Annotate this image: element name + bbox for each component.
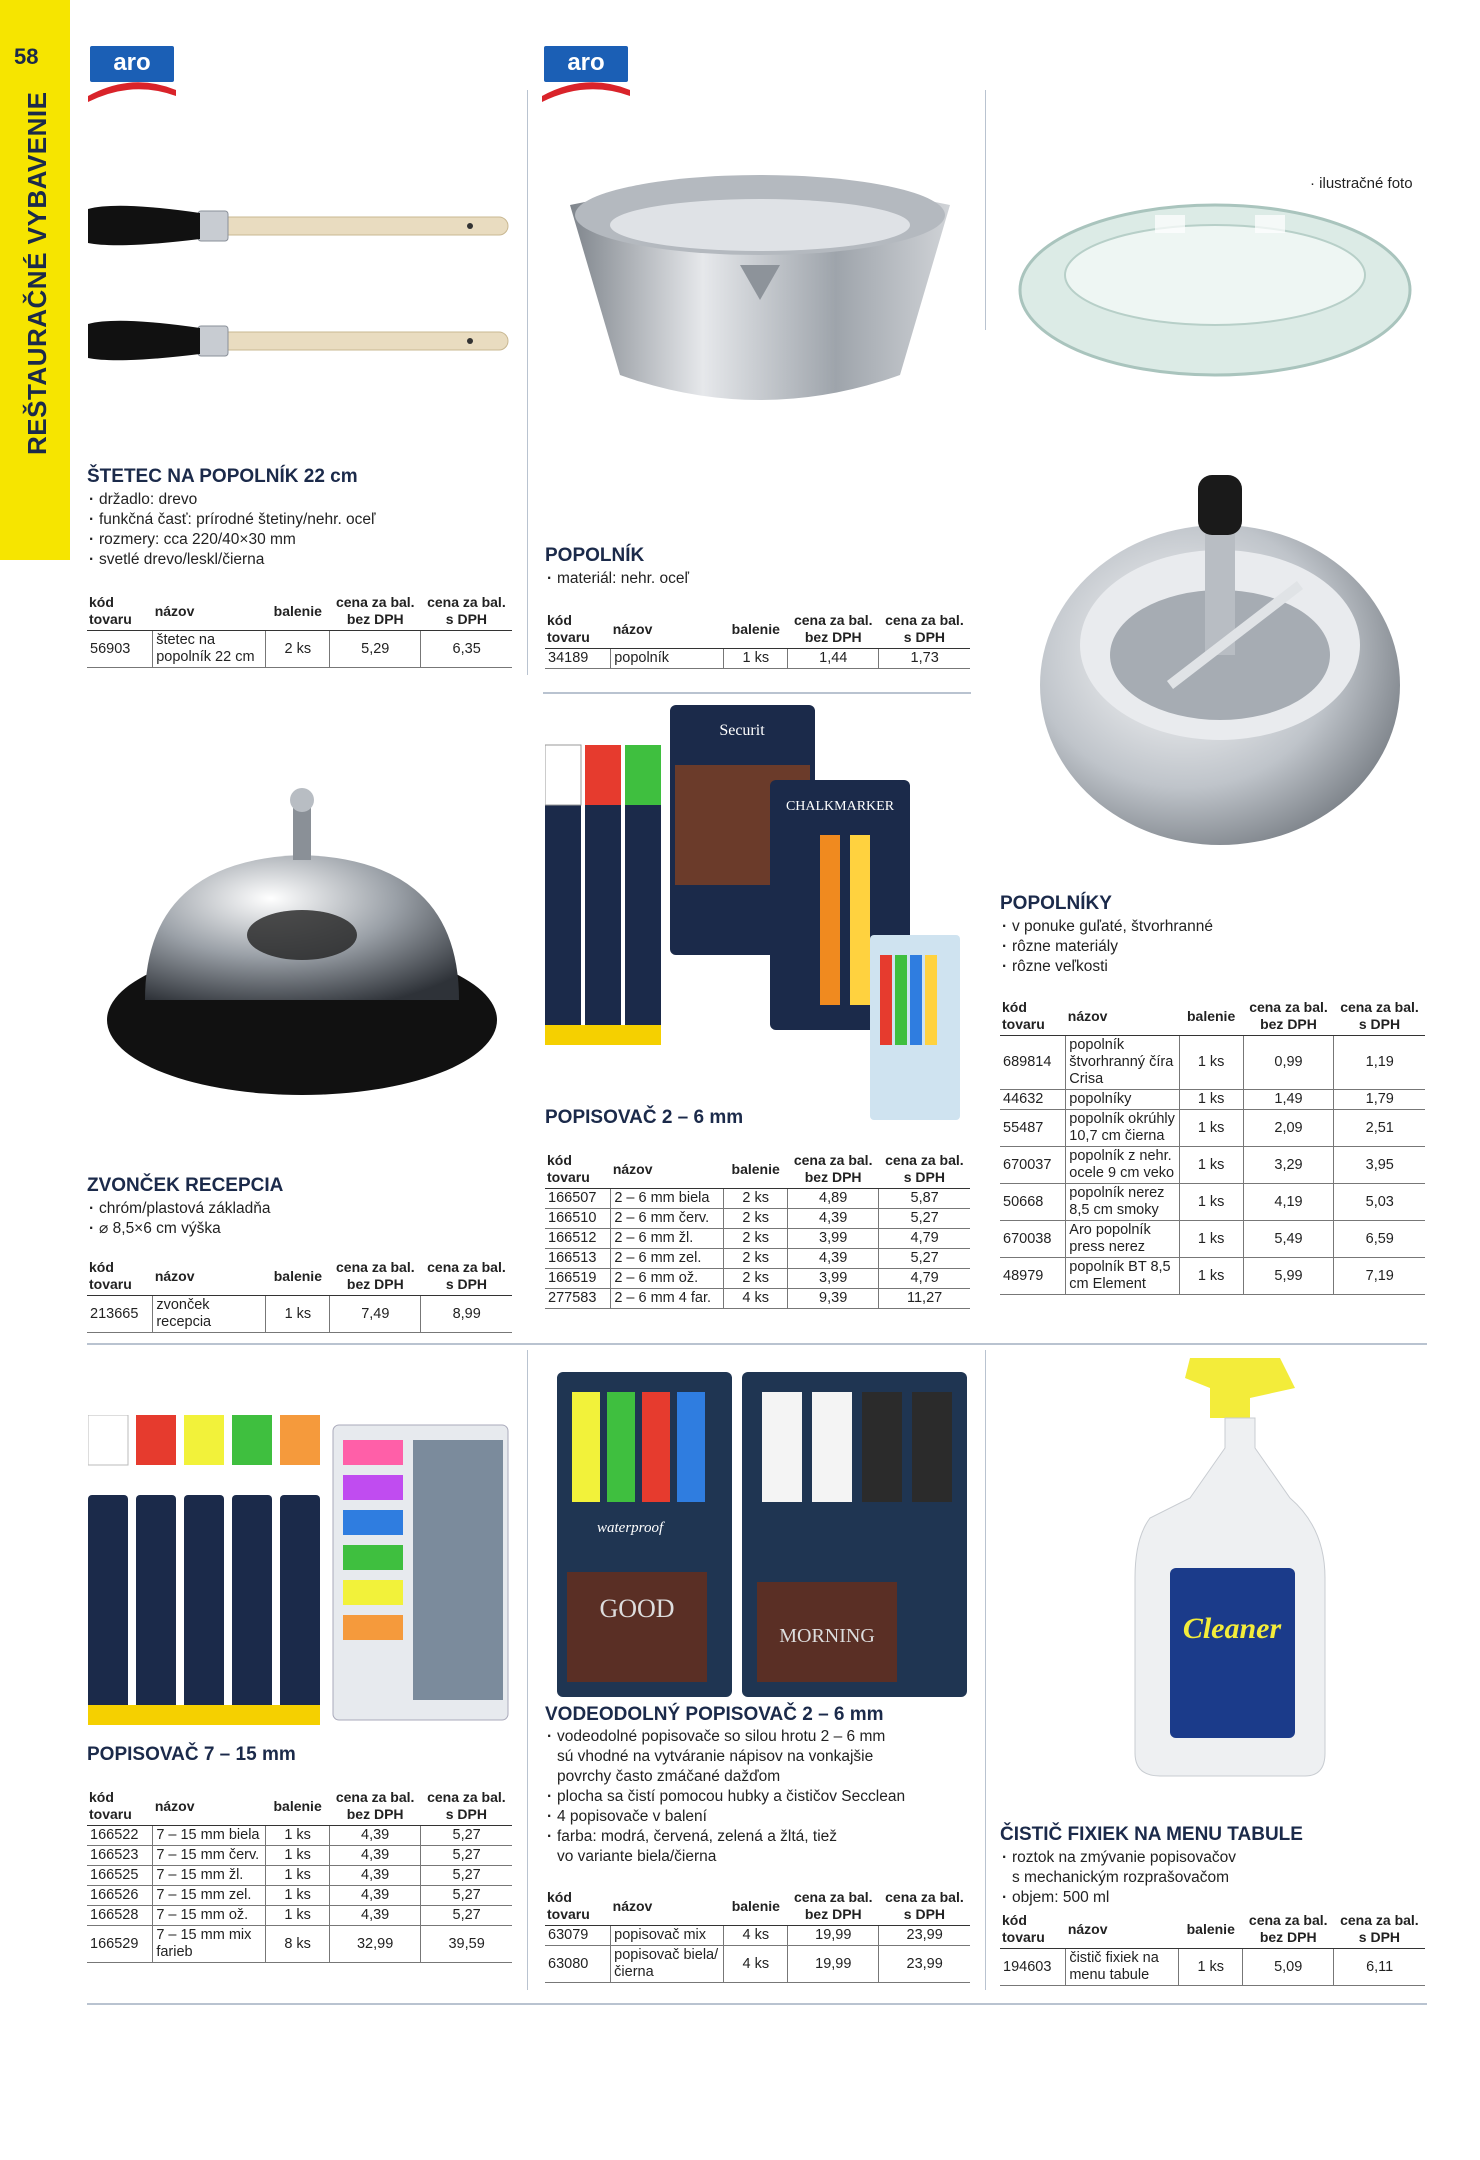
cell-code: 166525	[87, 1866, 153, 1886]
page-number: 58	[14, 44, 39, 69]
header-pack: balenie	[266, 592, 330, 631]
cell-price-net: 7,49	[330, 1296, 421, 1333]
product-title: POPISOVAČ 2 – 6 mm	[545, 1107, 744, 1128]
cell-name: popolníky	[1066, 1090, 1179, 1110]
cell-price-gross: 7,19	[1334, 1258, 1425, 1295]
header-code: kód tovaru	[545, 610, 611, 649]
cell-code: 670038	[1000, 1221, 1066, 1258]
cell-price-net: 19,99	[788, 1946, 879, 1983]
column-divider	[527, 1350, 528, 1990]
feature-item: · roztok na zmývanie popisovačov	[1000, 1848, 1236, 1868]
header-pack: balenie	[266, 1257, 330, 1296]
header-name: názov	[1066, 997, 1179, 1036]
table-row	[1000, 1090, 1425, 1110]
cell-price-net: 5,09	[1243, 1949, 1334, 1986]
product-title: POPOLNÍK	[545, 545, 645, 566]
header-code: kód tovaru	[87, 592, 153, 631]
feature-list	[1000, 917, 1213, 977]
feature-item: · v ponuke guľaté, štvorhranné	[1000, 917, 1213, 937]
cell-price-gross: 4,79	[879, 1229, 970, 1249]
cell-price-net: 3,99	[788, 1229, 879, 1249]
table-row	[545, 1209, 970, 1229]
table-row	[1000, 1147, 1425, 1184]
cell-price-net: 5,29	[330, 631, 421, 668]
price-table	[545, 1887, 970, 1983]
brush-image	[88, 195, 518, 385]
cell-price-net: 0,99	[1243, 1036, 1334, 1090]
cell-code: 277583	[545, 1289, 611, 1309]
cell-name: 7 – 15 mm žl.	[153, 1866, 266, 1886]
cell-pack: 1 ks	[1179, 1110, 1243, 1147]
table-row	[87, 631, 512, 668]
table-row	[545, 1946, 970, 1983]
cell-name: čistič fixiek na menu tabule	[1066, 1949, 1179, 1986]
table-row	[87, 1826, 512, 1846]
cell-name: popolník	[611, 649, 724, 669]
header-code: kód tovaru	[1000, 997, 1066, 1036]
header-price-gross: cena za bal. s DPH	[879, 1887, 970, 1926]
price-table	[87, 1787, 512, 1963]
cell-price-gross: 5,87	[879, 1189, 970, 1209]
header-price-gross: cena za bal. s DPH	[879, 610, 970, 649]
cell-code: 166529	[87, 1926, 153, 1963]
cell-price-gross: 1,73	[879, 649, 970, 669]
cell-name: 7 – 15 mm biela	[153, 1826, 266, 1846]
table-row	[1000, 1110, 1425, 1147]
feature-item: · svetlé drevo/leskl/čierna	[87, 550, 376, 570]
cell-code: 44632	[1000, 1090, 1066, 1110]
feature-item: · 4 popisovače v balení	[545, 1807, 905, 1827]
cell-price-net: 19,99	[788, 1926, 879, 1946]
table-row	[87, 1296, 512, 1333]
header-code: kód tovaru	[87, 1257, 153, 1296]
cell-price-gross: 5,27	[421, 1886, 512, 1906]
illustration-note: · ilustračné foto	[1310, 175, 1413, 192]
cell-price-gross: 39,59	[421, 1926, 512, 1963]
header-name: názov	[611, 610, 724, 649]
cell-code: 166507	[545, 1189, 611, 1209]
header-pack: balenie	[1179, 1910, 1243, 1949]
cell-code: 166526	[87, 1886, 153, 1906]
cell-name: 7 – 15 mm ož.	[153, 1906, 266, 1926]
cell-price-gross: 11,27	[879, 1289, 970, 1309]
feature-item: · chróm/plastová základňa	[87, 1199, 270, 1219]
header-pack: balenie	[266, 1787, 330, 1826]
cell-price-net: 1,49	[1243, 1090, 1334, 1110]
row-divider	[87, 1343, 1427, 1345]
cell-pack: 2 ks	[724, 1189, 788, 1209]
header-code: kód tovaru	[87, 1787, 153, 1826]
product-title: ZVONČEK RECEPCIA	[87, 1175, 284, 1196]
cell-name: popolník štvorhranný číra Crisa	[1066, 1036, 1179, 1090]
cell-price-net: 4,39	[788, 1209, 879, 1229]
good-label: GOOD	[599, 1594, 675, 1623]
cell-code: 194603	[1000, 1949, 1066, 1986]
header-price-net: cena za bal. bez DPH	[330, 1787, 421, 1826]
aro-logo-2	[540, 46, 630, 104]
cell-price-net: 4,39	[330, 1826, 421, 1846]
price-table	[1000, 1910, 1425, 1986]
feature-list	[545, 569, 689, 589]
feature-list	[545, 1727, 905, 1867]
aro-logo-text-2: aro	[544, 46, 628, 82]
cell-price-gross: 6,59	[1334, 1221, 1425, 1258]
cell-name: 2 – 6 mm biela	[611, 1189, 724, 1209]
cell-pack: 1 ks	[1179, 1036, 1243, 1090]
product-title: ČISTIČ FIXIEK NA MENU TABULE	[1000, 1824, 1303, 1845]
table-row	[1000, 1258, 1425, 1295]
cell-code: 166522	[87, 1826, 153, 1846]
cell-code: 63080	[545, 1946, 611, 1983]
cell-code: 166510	[545, 1209, 611, 1229]
cell-price-net: 32,99	[330, 1926, 421, 1963]
header-price-net: cena za bal. bez DPH	[1243, 1910, 1334, 1949]
feature-item: · držadlo: drevo	[87, 490, 376, 510]
cell-pack: 2 ks	[724, 1229, 788, 1249]
header-name: názov	[153, 592, 266, 631]
aro-logo	[86, 46, 176, 104]
cell-price-gross: 5,27	[421, 1846, 512, 1866]
header-pack: balenie	[1179, 997, 1243, 1036]
cell-price-gross: 6,35	[421, 631, 512, 668]
cell-price-gross: 23,99	[879, 1926, 970, 1946]
cell-code: 166512	[545, 1229, 611, 1249]
cell-name: 2 – 6 mm ož.	[611, 1269, 724, 1289]
cell-name: Aro popolník press nerez	[1066, 1221, 1179, 1258]
cell-price-gross: 1,79	[1334, 1090, 1425, 1110]
row-divider	[87, 2003, 1427, 2005]
cell-price-net: 9,39	[788, 1289, 879, 1309]
cell-code: 166528	[87, 1906, 153, 1926]
cell-pack: 1 ks	[266, 1826, 330, 1846]
column-divider	[985, 90, 986, 330]
cell-pack: 1 ks	[1179, 1147, 1243, 1184]
cell-pack: 4 ks	[724, 1926, 788, 1946]
feature-item-cont: s mechanickým rozprašovačom	[1012, 1869, 1230, 1886]
cell-pack: 2 ks	[724, 1209, 788, 1229]
cell-pack: 1 ks	[1179, 1221, 1243, 1258]
price-table	[1000, 997, 1425, 1295]
cell-name: popolník okrúhly 10,7 cm čierna	[1066, 1110, 1179, 1147]
cell-pack: 2 ks	[266, 631, 330, 668]
product-title: POPISOVAČ 7 – 15 mm	[87, 1744, 296, 1765]
header-price-gross: cena za bal. s DPH	[879, 1150, 970, 1189]
cell-name: popisovač mix	[611, 1926, 724, 1946]
cell-pack: 1 ks	[1179, 1258, 1243, 1295]
feature-item: · rozmery: cca 220/40×30 mm	[87, 530, 376, 550]
wide-marker-image	[88, 1415, 513, 1730]
header-price-net: cena za bal. bez DPH	[330, 1257, 421, 1296]
cell-name: 7 – 15 mm zel.	[153, 1886, 266, 1906]
cell-code: 55487	[1000, 1110, 1066, 1147]
cell-name: 7 – 15 mm mix farieb	[153, 1926, 266, 1963]
feature-item: · plocha sa čistí pomocou hubky a čističov Secclean	[545, 1787, 905, 1807]
cell-pack: 1 ks	[1179, 1090, 1243, 1110]
cell-code: 34189	[545, 649, 611, 669]
header-name: názov	[153, 1257, 266, 1296]
spin-ashtray-image	[1030, 475, 1410, 875]
cell-code: 63079	[545, 1926, 611, 1946]
morning-label: MORNING	[779, 1625, 875, 1647]
cell-price-gross: 5,27	[879, 1209, 970, 1229]
table-row	[545, 649, 970, 669]
header-pack: balenie	[724, 1887, 788, 1926]
cell-price-gross: 5,03	[1334, 1184, 1425, 1221]
bell-image	[105, 770, 500, 1100]
cell-pack: 1 ks	[266, 1906, 330, 1926]
marker-brand: Securit	[719, 722, 765, 739]
cell-code: 166523	[87, 1846, 153, 1866]
product-title: ŠTETEC NA POPOLNÍK 22 cm	[87, 466, 358, 487]
cell-name: popolník BT 8,5 cm Element	[1066, 1258, 1179, 1295]
cell-pack: 1 ks	[1179, 1184, 1243, 1221]
table-row	[87, 1886, 512, 1906]
table-row	[1000, 1036, 1425, 1090]
cell-code: 50668	[1000, 1184, 1066, 1221]
header-price-net: cena za bal. bez DPH	[330, 592, 421, 631]
waterproof-label: waterproof	[597, 1520, 664, 1536]
cell-name: štetec na popolník 22 cm	[153, 631, 266, 668]
table-row	[1000, 1949, 1425, 1986]
header-pack: balenie	[724, 1150, 788, 1189]
cell-price-net: 4,39	[330, 1846, 421, 1866]
table-row	[545, 1189, 970, 1209]
header-code: kód tovaru	[1000, 1910, 1066, 1949]
cell-price-net: 4,19	[1243, 1184, 1334, 1221]
feature-item-cont: vo variante biela/čierna	[557, 1848, 717, 1865]
table-row	[87, 1866, 512, 1886]
cell-price-gross: 5,27	[421, 1906, 512, 1926]
table-row	[87, 1846, 512, 1866]
cell-price-gross: 4,79	[879, 1269, 970, 1289]
cell-price-gross: 5,27	[879, 1249, 970, 1269]
header-price-net: cena za bal. bez DPH	[1243, 997, 1334, 1036]
feature-item: · rôzne veľkosti	[1000, 957, 1213, 977]
price-table	[545, 1150, 970, 1309]
header-name: názov	[153, 1787, 266, 1826]
header-price-gross: cena za bal. s DPH	[421, 1257, 512, 1296]
feature-item-cont: sú vhodné na vytváranie nápisov na vonkajšie	[557, 1748, 874, 1765]
cell-pack: 1 ks	[266, 1846, 330, 1866]
cell-code: 689814	[1000, 1036, 1066, 1090]
cell-price-gross: 8,99	[421, 1296, 512, 1333]
chalkmarker-image	[545, 705, 965, 1125]
cell-pack: 1 ks	[266, 1886, 330, 1906]
feature-item: · ⌀ 8,5×6 cm výška	[87, 1219, 270, 1239]
cell-code: 56903	[87, 631, 153, 668]
header-price-gross: cena za bal. s DPH	[1334, 997, 1425, 1036]
table-row	[545, 1229, 970, 1249]
cell-name: popolník nerez 8,5 cm smoky	[1066, 1184, 1179, 1221]
cleaner-label: Cleaner	[1182, 1612, 1282, 1645]
header-price-net: cena za bal. bez DPH	[788, 1887, 879, 1926]
header-code: kód tovaru	[545, 1887, 611, 1926]
table-row	[545, 1926, 970, 1946]
cell-price-net: 4,39	[330, 1906, 421, 1926]
cell-price-gross: 6,11	[1334, 1949, 1425, 1986]
header-price-net: cena za bal. bez DPH	[788, 1150, 879, 1189]
cell-pack: 2 ks	[724, 1249, 788, 1269]
feature-item: · vodeodolné popisovače so silou hrotu 2 – 6 mm	[545, 1727, 905, 1747]
feature-item: · materiál: nehr. oceľ	[545, 569, 689, 589]
table-row	[1000, 1221, 1425, 1258]
price-table	[545, 610, 970, 669]
table-row	[87, 1926, 512, 1963]
header-pack: balenie	[724, 610, 788, 649]
cell-name: 2 – 6 mm červ.	[611, 1209, 724, 1229]
cleaner-spray-image	[1130, 1358, 1330, 1778]
cell-pack: 1 ks	[724, 649, 788, 669]
feature-item: · farba: modrá, červená, zelená a žltá, tiež	[545, 1827, 905, 1847]
cell-name: zvonček recepcia	[153, 1296, 266, 1333]
feature-item: · funkčná časť: prírodné štetiny/nehr. oceľ	[87, 510, 376, 530]
product-title: POPOLNÍKY	[1000, 893, 1112, 914]
cell-name: 2 – 6 mm 4 far.	[611, 1289, 724, 1309]
cell-price-net: 5,49	[1243, 1221, 1334, 1258]
feature-item: · objem: 500 ml	[1000, 1888, 1236, 1908]
cell-pack: 8 ks	[266, 1926, 330, 1963]
header-price-net: cena za bal. bez DPH	[788, 610, 879, 649]
feature-item-cont: povrchy často zmáčané dažďom	[557, 1768, 781, 1785]
product-title: VODEODOLNÝ POPISOVAČ 2 – 6 mm	[545, 1704, 884, 1725]
cell-name: 2 – 6 mm žl.	[611, 1229, 724, 1249]
price-table	[87, 1257, 512, 1333]
cell-price-gross: 1,19	[1334, 1036, 1425, 1090]
header-name: názov	[1066, 1910, 1179, 1949]
header-name: názov	[611, 1887, 724, 1926]
feature-list	[1000, 1848, 1236, 1908]
cell-name: popisovač biela/čierna	[611, 1946, 724, 1983]
header-code: kód tovaru	[545, 1150, 611, 1189]
ashtray-image	[560, 175, 960, 425]
cell-price-net: 5,99	[1243, 1258, 1334, 1295]
table-row	[1000, 1184, 1425, 1221]
cell-price-net: 1,44	[788, 649, 879, 669]
cell-pack: 1 ks	[266, 1296, 330, 1333]
cell-name: 2 – 6 mm zel.	[611, 1249, 724, 1269]
cell-pack: 2 ks	[724, 1269, 788, 1289]
header-price-gross: cena za bal. s DPH	[421, 592, 512, 631]
cell-price-net: 3,99	[788, 1269, 879, 1289]
table-row	[545, 1289, 970, 1309]
cell-code: 166519	[545, 1269, 611, 1289]
header-name: názov	[611, 1150, 724, 1189]
cell-price-net: 3,29	[1243, 1147, 1334, 1184]
cell-price-gross: 23,99	[879, 1946, 970, 1983]
glass-ashtray-image	[1015, 195, 1415, 395]
feature-item: · rôzne materiály	[1000, 937, 1213, 957]
feature-list	[87, 490, 376, 570]
cell-price-net: 4,39	[330, 1886, 421, 1906]
aro-logo-text: aro	[90, 46, 174, 82]
cell-price-net: 4,39	[788, 1249, 879, 1269]
cell-price-gross: 5,27	[421, 1826, 512, 1846]
feature-list	[87, 1199, 270, 1239]
marker-type: CHALKMARKER	[785, 799, 895, 814]
table-row	[545, 1249, 970, 1269]
cell-price-gross: 5,27	[421, 1866, 512, 1886]
cell-price-gross: 3,95	[1334, 1147, 1425, 1184]
header-price-gross: cena za bal. s DPH	[421, 1787, 512, 1826]
cell-price-net: 4,89	[788, 1189, 879, 1209]
cell-name: 7 – 15 mm červ.	[153, 1846, 266, 1866]
header-price-gross: cena za bal. s DPH	[1334, 1910, 1425, 1949]
column-divider	[985, 1350, 986, 1990]
table-row	[87, 1906, 512, 1926]
cell-code: 48979	[1000, 1258, 1066, 1295]
cell-code: 670037	[1000, 1147, 1066, 1184]
cell-price-gross: 2,51	[1334, 1110, 1425, 1147]
row-divider	[543, 692, 971, 694]
cell-pack: 4 ks	[724, 1289, 788, 1309]
table-row	[545, 1269, 970, 1289]
cell-name: popolník z nehr. ocele 9 cm veko	[1066, 1147, 1179, 1184]
cell-pack: 1 ks	[266, 1866, 330, 1886]
cell-code: 213665	[87, 1296, 153, 1333]
cell-price-net: 2,09	[1243, 1110, 1334, 1147]
section-title: REŠTAURAČNÉ VYBAVENIE	[22, 91, 52, 455]
cell-pack: 4 ks	[724, 1946, 788, 1983]
cell-price-net: 4,39	[330, 1866, 421, 1886]
column-divider	[527, 90, 528, 675]
waterproof-marker-image	[557, 1372, 972, 1702]
cell-code: 166513	[545, 1249, 611, 1269]
cell-pack: 1 ks	[1179, 1949, 1243, 1986]
price-table	[87, 592, 512, 668]
